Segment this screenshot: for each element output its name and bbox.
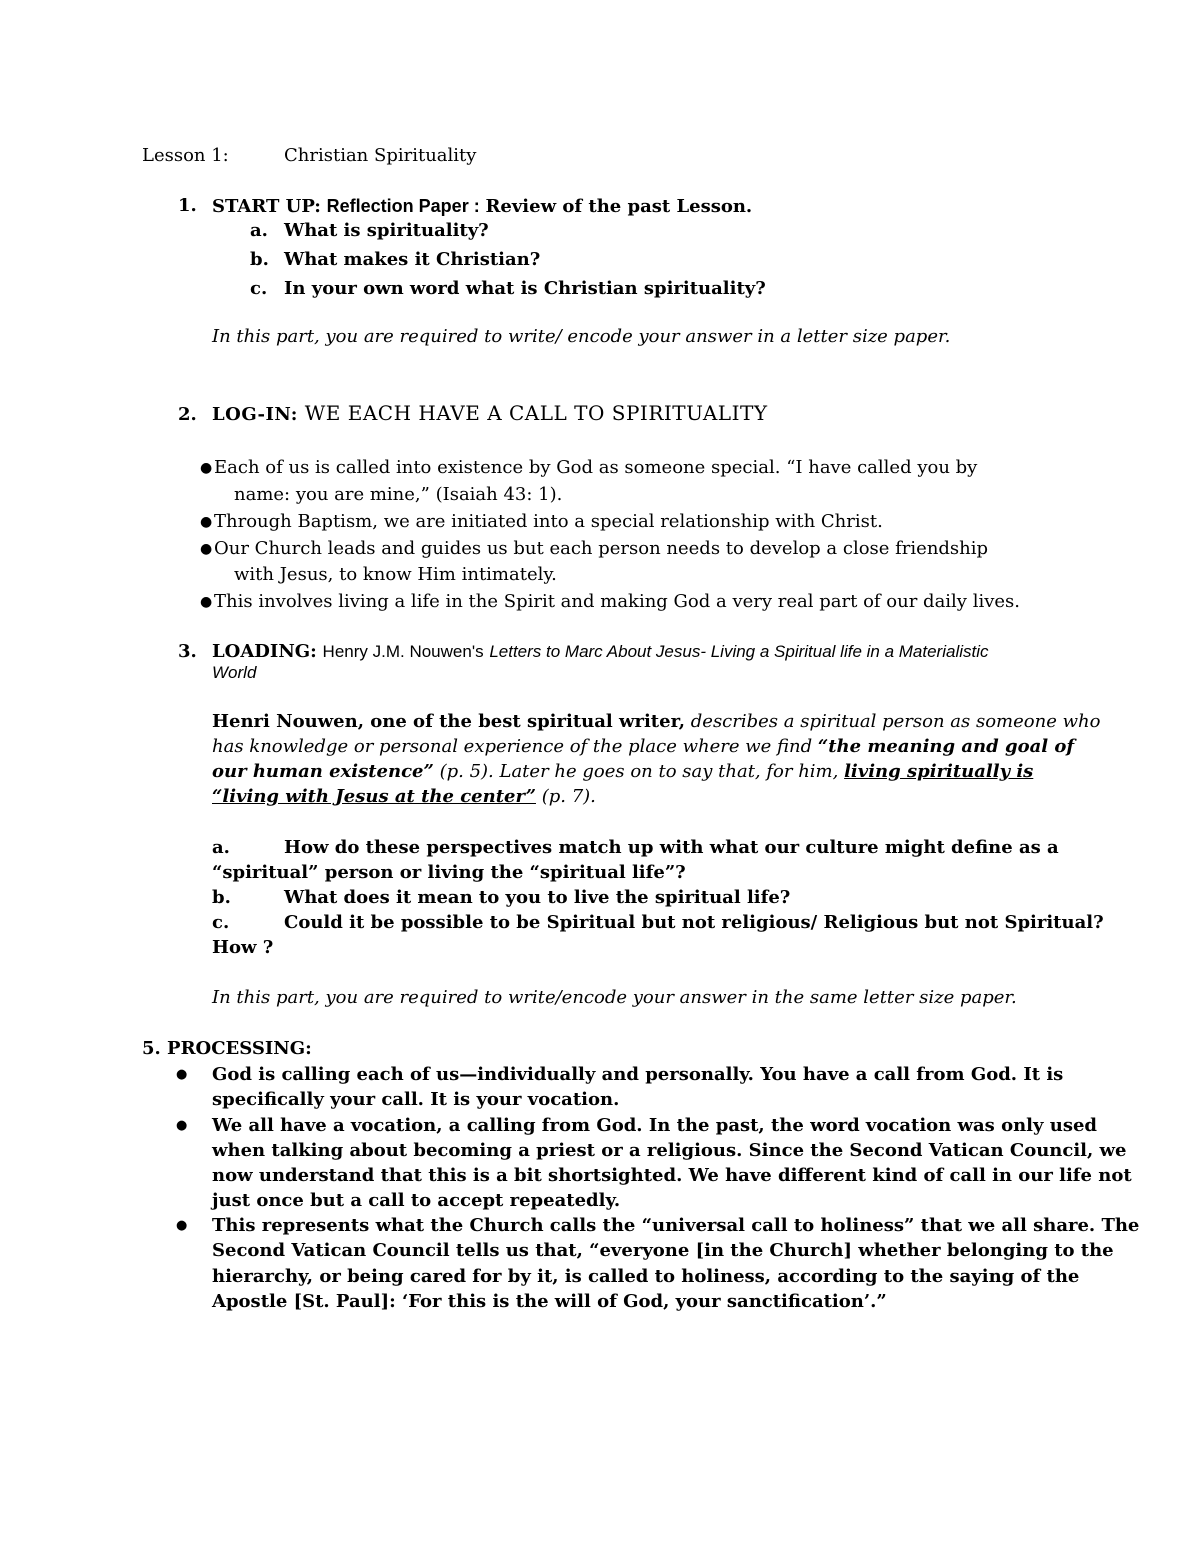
section3-question-text: What does it mean to you to live the spiritual life? (284, 887, 791, 908)
para-italic-text: (p. 5). Later he goes on to say that, for him, (439, 761, 839, 782)
section1-heading (212, 194, 752, 219)
section3-heading-author: Henry J.M. Nouwen's (322, 642, 484, 661)
section3-question-letter: b. (212, 887, 231, 908)
section3-question-text: How do these perspectives match up with what our culture might define as a (284, 837, 1059, 858)
section3-number: 3. (178, 641, 197, 662)
section5-bullet-line: Second Vatican Council tells us that, “everyone [in the Church] whether belonging to the (212, 1240, 1114, 1261)
bullet-icon: ● (176, 1118, 188, 1133)
section1-item-letter: c. (250, 278, 268, 299)
bullet-icon: ● (200, 514, 213, 530)
section3-para-line (212, 710, 1100, 734)
section2-bullet-line: Through Baptism, we are initiated into a special relationship with Christ. (214, 511, 883, 532)
section1-heading-sans: Reflection Paper : (326, 196, 480, 216)
lesson-subject: Christian Spirituality (284, 145, 477, 166)
section1-item-text: In your own word what is Christian spirituality? (284, 278, 766, 299)
section5-bullet-line: We all have a vocation, a calling from God. In the past, the word vocation was only used (212, 1115, 1097, 1136)
section3-para-line (212, 735, 1074, 759)
bullet-icon: ● (200, 594, 213, 610)
para-bold-text: Henri Nouwen, one of the best spiritual writer, (212, 711, 686, 732)
section2-heading-bold: LOG-IN: (212, 404, 298, 425)
section2-bullet-line: with Jesus, to know Him intimately. (234, 564, 557, 585)
para-italic-text: (p. 7). (541, 786, 596, 807)
para-bold-italic-text: our human existence” (212, 761, 434, 782)
section5-bullet-line: now understand that this is a bit shortsighted. We have different kind of call in our life not (212, 1165, 1132, 1186)
bullet-icon: ● (200, 541, 213, 557)
section1-heading-bold: START UP: (212, 196, 321, 217)
section2-number: 2. (178, 404, 197, 425)
bullet-icon: ● (200, 460, 213, 476)
section3-question-letter: c. (212, 912, 230, 933)
lesson-label: Lesson 1: (142, 145, 229, 166)
para-italic-text: has knowledge or personal experience of the place where we find (212, 736, 813, 757)
section5-bullet-line: hierarchy, or being cared for by it, is called to holiness, according to the saying of the (212, 1266, 1080, 1287)
para-underlined-text: living spiritually is (844, 761, 1034, 782)
section3-question-text: Could it be possible to be Spiritual but not religious/ Religious but not Spiritual? (284, 912, 1104, 933)
section3-heading-bold: LOADING: (212, 641, 317, 662)
section1-item-letter: b. (250, 249, 269, 270)
section3-question-letter: a. (212, 837, 230, 858)
para-bold-italic-text: “the meaning and goal of (817, 736, 1075, 757)
section3-heading (212, 640, 989, 664)
section5-bullet-line: when talking about becoming a priest or a religious. Since the Second Vatican Council, we (212, 1140, 1127, 1161)
section3-para-line (212, 760, 1033, 784)
section3-question-text: “spiritual” person or living the “spiritual life”? (212, 862, 686, 883)
section1-item-text: What is spirituality? (284, 220, 489, 241)
section5-bullet-line: This represents what the Church calls the “universal call to holiness” that we all share. The (212, 1215, 1140, 1236)
section2-heading (212, 401, 768, 427)
section5-bullet-line: just once but a call to accept repeatedly. (212, 1190, 621, 1211)
para-underlined-text: “living with Jesus at the center” (212, 786, 536, 807)
section5-bullet-line: specifically your call. It is your vocation. (212, 1089, 620, 1110)
section1-item-text: What makes it Christian? (284, 249, 541, 270)
bullet-icon: ● (176, 1067, 188, 1082)
section2-bullet-line: Our Church leads and guides us but each person needs to develop a close friendship (214, 538, 989, 559)
section2-bullet-line: This involves living a life in the Spirit and making God a very real part of our daily lives. (214, 591, 1020, 612)
section5-bullet-line: Apostle [St. Paul]: ‘For this is the will of God, your sanctification’.” (212, 1291, 887, 1312)
section2-heading-rest: WE EACH HAVE A CALL TO SPIRITUALITY (304, 401, 768, 425)
section1-heading-rest: Review of the past Lesson. (485, 196, 753, 217)
section2-bullet-line: name: you are mine,” (Isaiah 43: 1). (234, 484, 563, 505)
section3-question-text: How ? (212, 937, 274, 958)
section1-number: 1. (178, 195, 197, 216)
section2-bullet-line: Each of us is called into existence by God as someone special. “I have called you by (214, 457, 978, 478)
section3-heading-title-cont: World (212, 663, 257, 682)
para-italic-text: describes a spiritual person as someone who (690, 711, 1101, 732)
section3-heading-title: Letters to Marc About Jesus- Living a Spiritual life in a Materialistic (489, 642, 989, 661)
section5-bullet-line: God is calling each of us—individually and personally. You have a call from God. It is (212, 1064, 1064, 1085)
section3-note: In this part, you are required to write/encode your answer in the same letter size paper. (212, 987, 1017, 1008)
section1-item-letter: a. (250, 220, 268, 241)
section1-note: In this part, you are required to write/ encode your answer in a letter size paper. (212, 326, 951, 347)
section5-heading: 5. PROCESSING: (142, 1038, 312, 1059)
section3-para-line (212, 785, 596, 809)
bullet-icon: ● (176, 1218, 188, 1233)
